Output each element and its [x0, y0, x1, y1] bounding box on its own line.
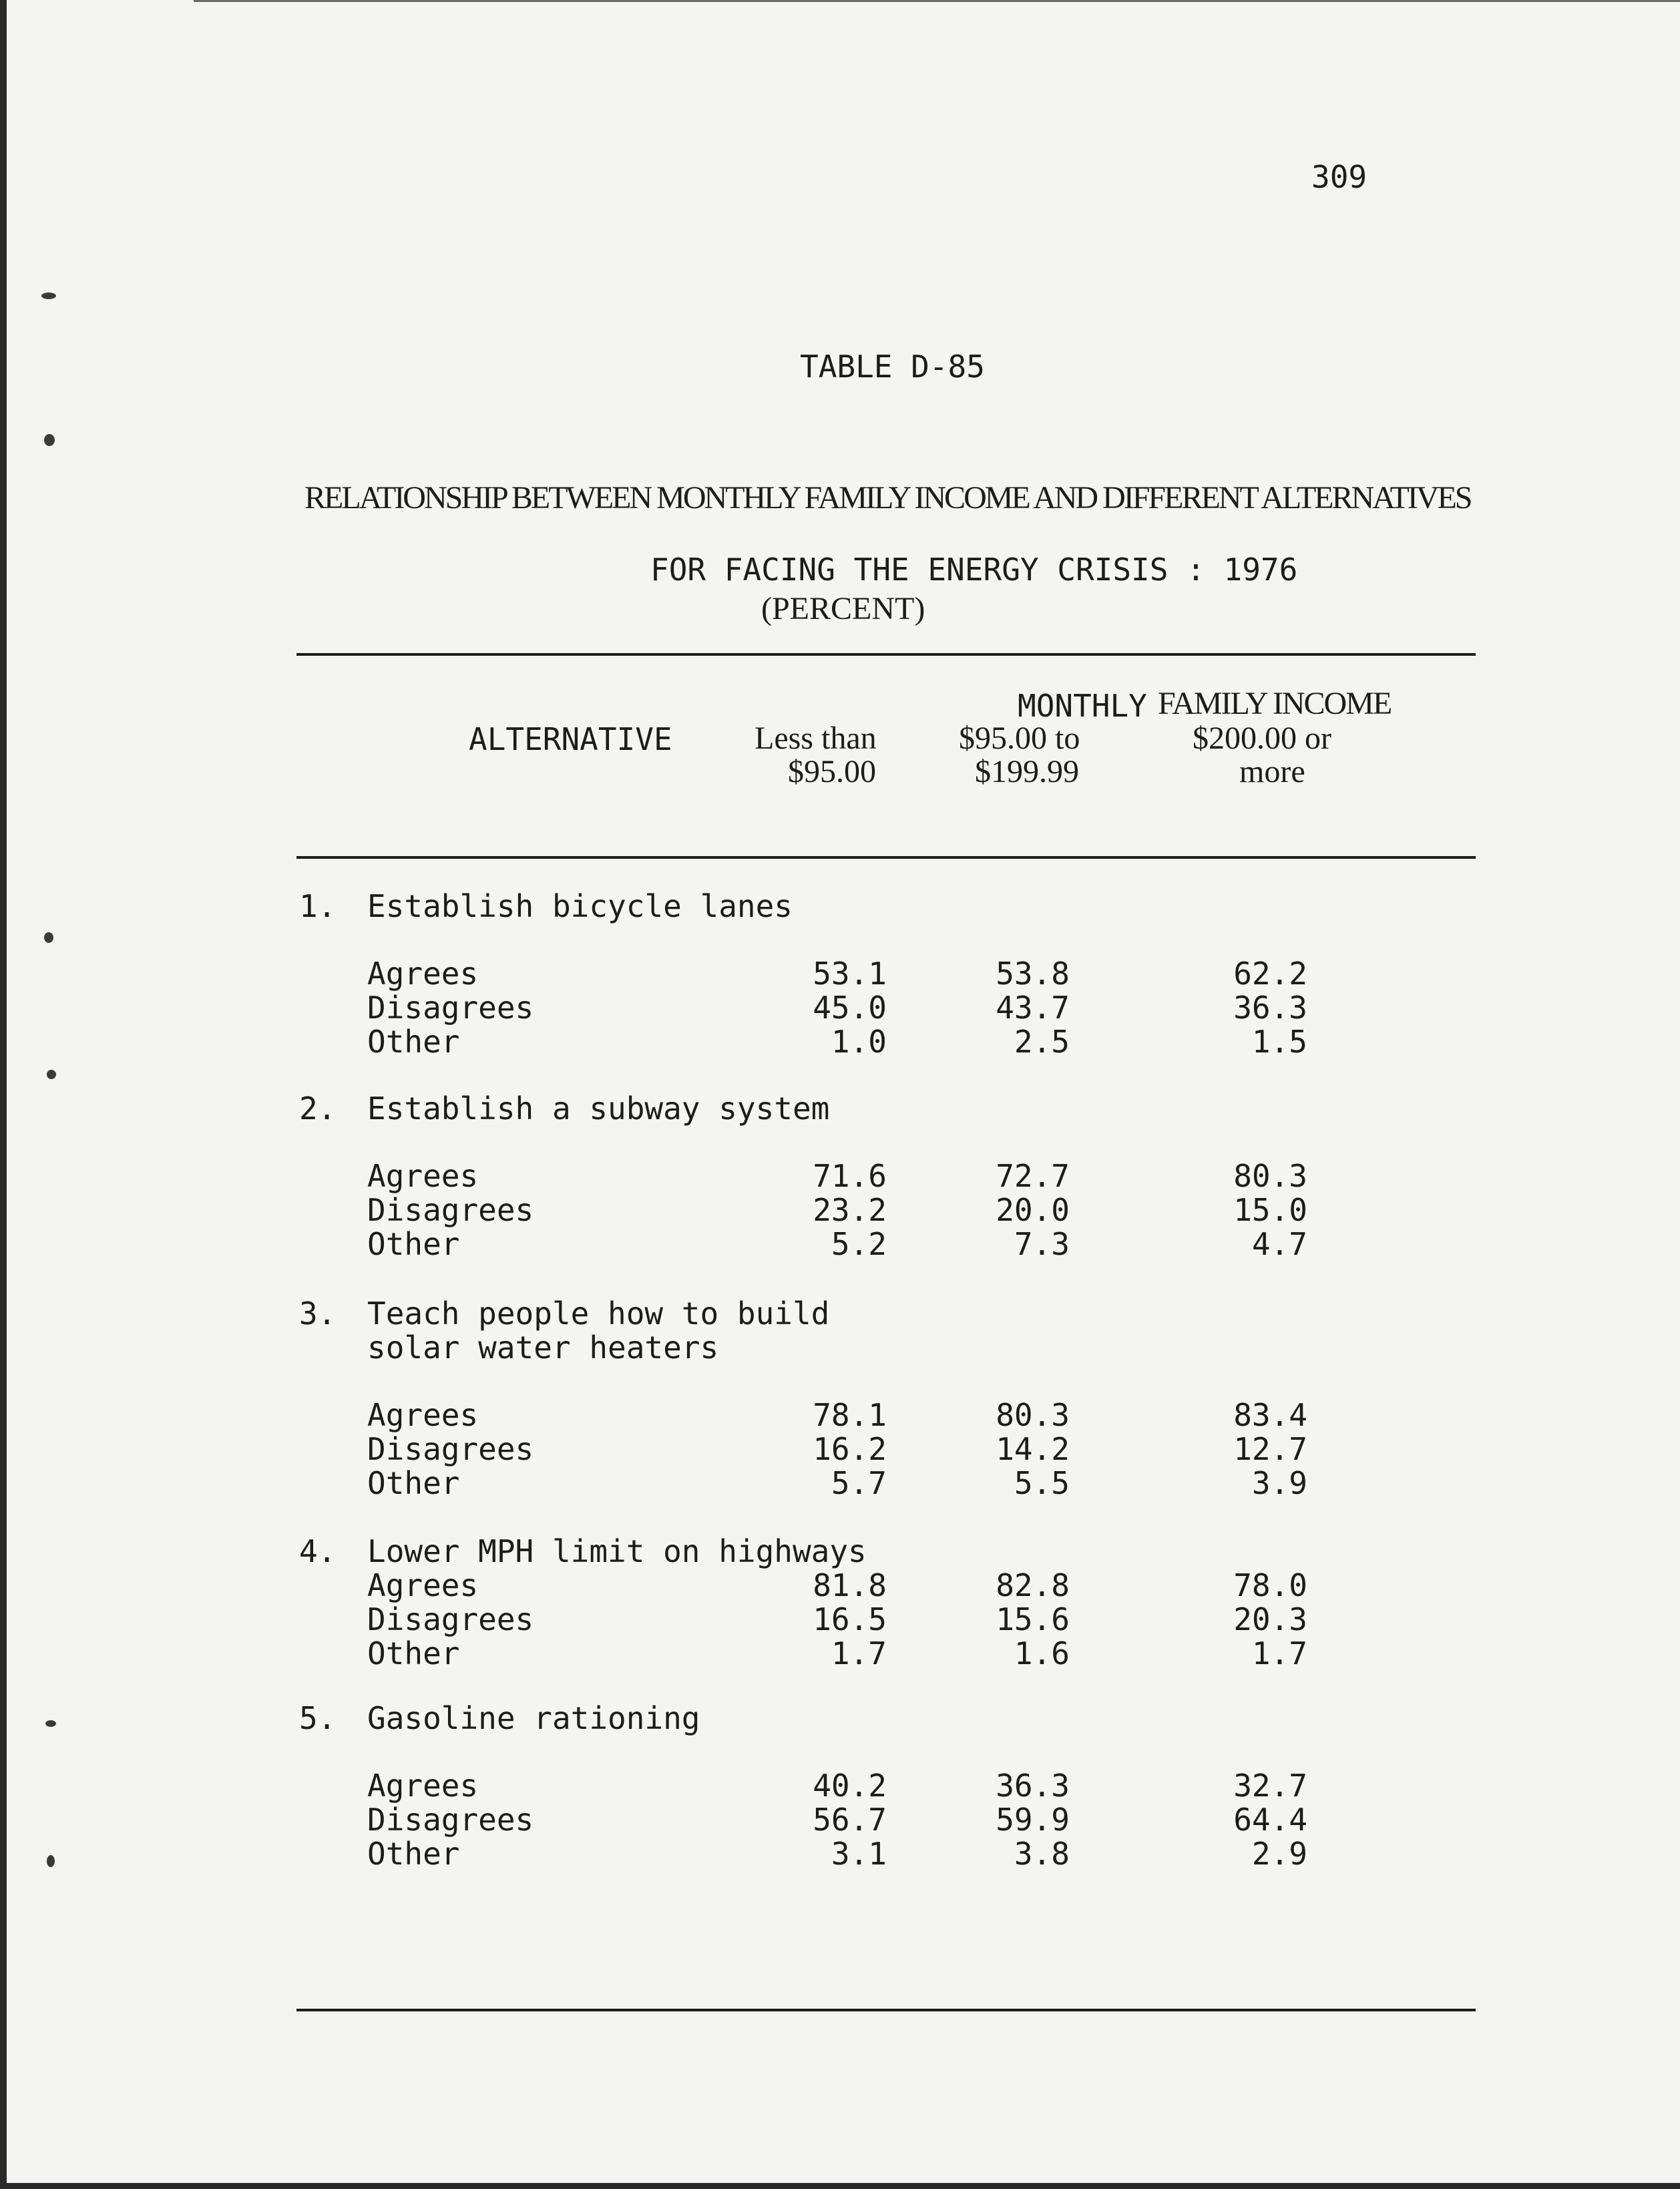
cell-value: 3.8 [1014, 1836, 1070, 1872]
scan-speck [47, 1070, 56, 1079]
section-number: 5. [299, 1700, 337, 1736]
table-label: TABLE D-85 [800, 349, 985, 385]
cell-value: 71.6 [813, 1158, 887, 1194]
cell-value: 5.2 [831, 1226, 887, 1262]
table-rule-top [296, 653, 1476, 656]
scan-edge-top [194, 0, 1680, 2]
cell-value: 43.7 [996, 990, 1070, 1026]
cell-value: 2.9 [1251, 1836, 1307, 1872]
header-group-monthly: MONTHLY [1018, 688, 1147, 724]
row-label: Disagrees [367, 1802, 534, 1838]
cell-value: 23.2 [813, 1192, 887, 1228]
section-title: solar water heaters [367, 1330, 719, 1366]
cell-value: 45.0 [813, 990, 887, 1026]
scan-speck [44, 434, 55, 446]
row-label: Agrees [367, 1768, 479, 1804]
cell-value: 5.7 [831, 1465, 887, 1501]
table-title-line2: FOR FACING THE ENERGY CRISIS : 1976 [650, 552, 1298, 588]
header-group-family-income: FAMILY INCOME [1158, 686, 1392, 721]
cell-value: 59.9 [996, 1802, 1070, 1838]
header-col3-line1: $200.00 or [1193, 721, 1331, 756]
row-label: Other [367, 1226, 460, 1262]
cell-value: 16.5 [813, 1601, 887, 1637]
row-label: Agrees [367, 1397, 479, 1433]
scan-speck [44, 932, 53, 943]
cell-value: 62.2 [1233, 956, 1307, 992]
cell-value: 80.3 [1233, 1158, 1307, 1194]
scan-edge-left [0, 0, 7, 2189]
section-title: Gasoline rationing [367, 1700, 700, 1736]
header-col1-line2: $95.00 [788, 754, 876, 789]
scan-speck [45, 1720, 56, 1727]
cell-value: 78.1 [813, 1397, 887, 1433]
scan-edge-bottom [0, 2183, 1680, 2189]
header-col2-line1: $95.00 to [959, 721, 1080, 756]
row-label: Other [367, 1024, 460, 1060]
row-label: Other [367, 1635, 460, 1671]
cell-value: 64.4 [1233, 1802, 1307, 1838]
cell-value: 16.2 [813, 1431, 887, 1467]
cell-value: 1.0 [831, 1024, 887, 1060]
scan-speck [41, 292, 56, 299]
cell-value: 14.2 [996, 1431, 1070, 1467]
row-label: Disagrees [367, 1192, 534, 1228]
cell-value: 40.2 [813, 1768, 887, 1804]
cell-value: 80.3 [996, 1397, 1070, 1433]
row-label: Agrees [367, 1567, 479, 1603]
section-number: 2. [299, 1090, 337, 1127]
cell-value: 1.5 [1251, 1024, 1307, 1060]
section-number: 4. [299, 1533, 337, 1569]
cell-value: 20.3 [1233, 1601, 1307, 1637]
cell-value: 1.7 [831, 1635, 887, 1671]
section-number: 3. [299, 1296, 337, 1332]
cell-value: 12.7 [1233, 1431, 1307, 1467]
header-col2-line2: $199.99 [975, 754, 1079, 789]
cell-value: 5.5 [1014, 1465, 1070, 1501]
cell-value: 53.8 [996, 956, 1070, 992]
cell-value: 72.7 [996, 1158, 1070, 1194]
cell-value: 36.3 [1233, 990, 1307, 1026]
cell-value: 7.3 [1014, 1226, 1070, 1262]
row-label: Other [367, 1465, 460, 1501]
header-alternative: ALTERNATIVE [469, 721, 672, 757]
cell-value: 3.9 [1251, 1465, 1307, 1501]
cell-value: 81.8 [813, 1567, 887, 1603]
section-title: Establish bicycle lanes [367, 888, 793, 924]
cell-value: 3.1 [831, 1836, 887, 1872]
header-col3-line2: more [1239, 754, 1305, 789]
cell-value: 32.7 [1233, 1768, 1307, 1804]
cell-value: 1.7 [1251, 1635, 1307, 1671]
section-title: Lower MPH limit on highways [367, 1533, 867, 1569]
row-label: Agrees [367, 1158, 479, 1194]
cell-value: 15.0 [1233, 1192, 1307, 1228]
cell-value: 78.0 [1233, 1567, 1307, 1603]
cell-value: 2.5 [1014, 1024, 1070, 1060]
cell-value: 1.6 [1014, 1635, 1070, 1671]
header-col1-line1: Less than [755, 721, 877, 756]
row-label: Disagrees [367, 990, 534, 1026]
scan-speck [47, 1855, 55, 1867]
table-rule-bottom [296, 2009, 1476, 2011]
table-unit: (PERCENT) [761, 591, 925, 626]
row-label: Disagrees [367, 1431, 534, 1467]
section-number: 1. [299, 888, 337, 924]
row-label: Other [367, 1836, 460, 1872]
cell-value: 36.3 [996, 1768, 1070, 1804]
section-title: Teach people how to build [367, 1296, 830, 1332]
row-label: Disagrees [367, 1601, 534, 1637]
row-label: Agrees [367, 956, 479, 992]
cell-value: 56.7 [813, 1802, 887, 1838]
table-title-line1: RELATIONSHIP BETWEEN MONTHLY FAMILY INCOME AND DIFFERENT ALTERNATIVES [304, 480, 1471, 516]
table-rule-header [296, 856, 1476, 859]
cell-value: 82.8 [996, 1567, 1070, 1603]
cell-value: 53.1 [813, 956, 887, 992]
page-number: 309 [1311, 159, 1368, 195]
cell-value: 4.7 [1251, 1226, 1307, 1262]
section-title: Establish a subway system [367, 1090, 830, 1127]
cell-value: 83.4 [1233, 1397, 1307, 1433]
cell-value: 20.0 [996, 1192, 1070, 1228]
cell-value: 15.6 [996, 1601, 1070, 1637]
